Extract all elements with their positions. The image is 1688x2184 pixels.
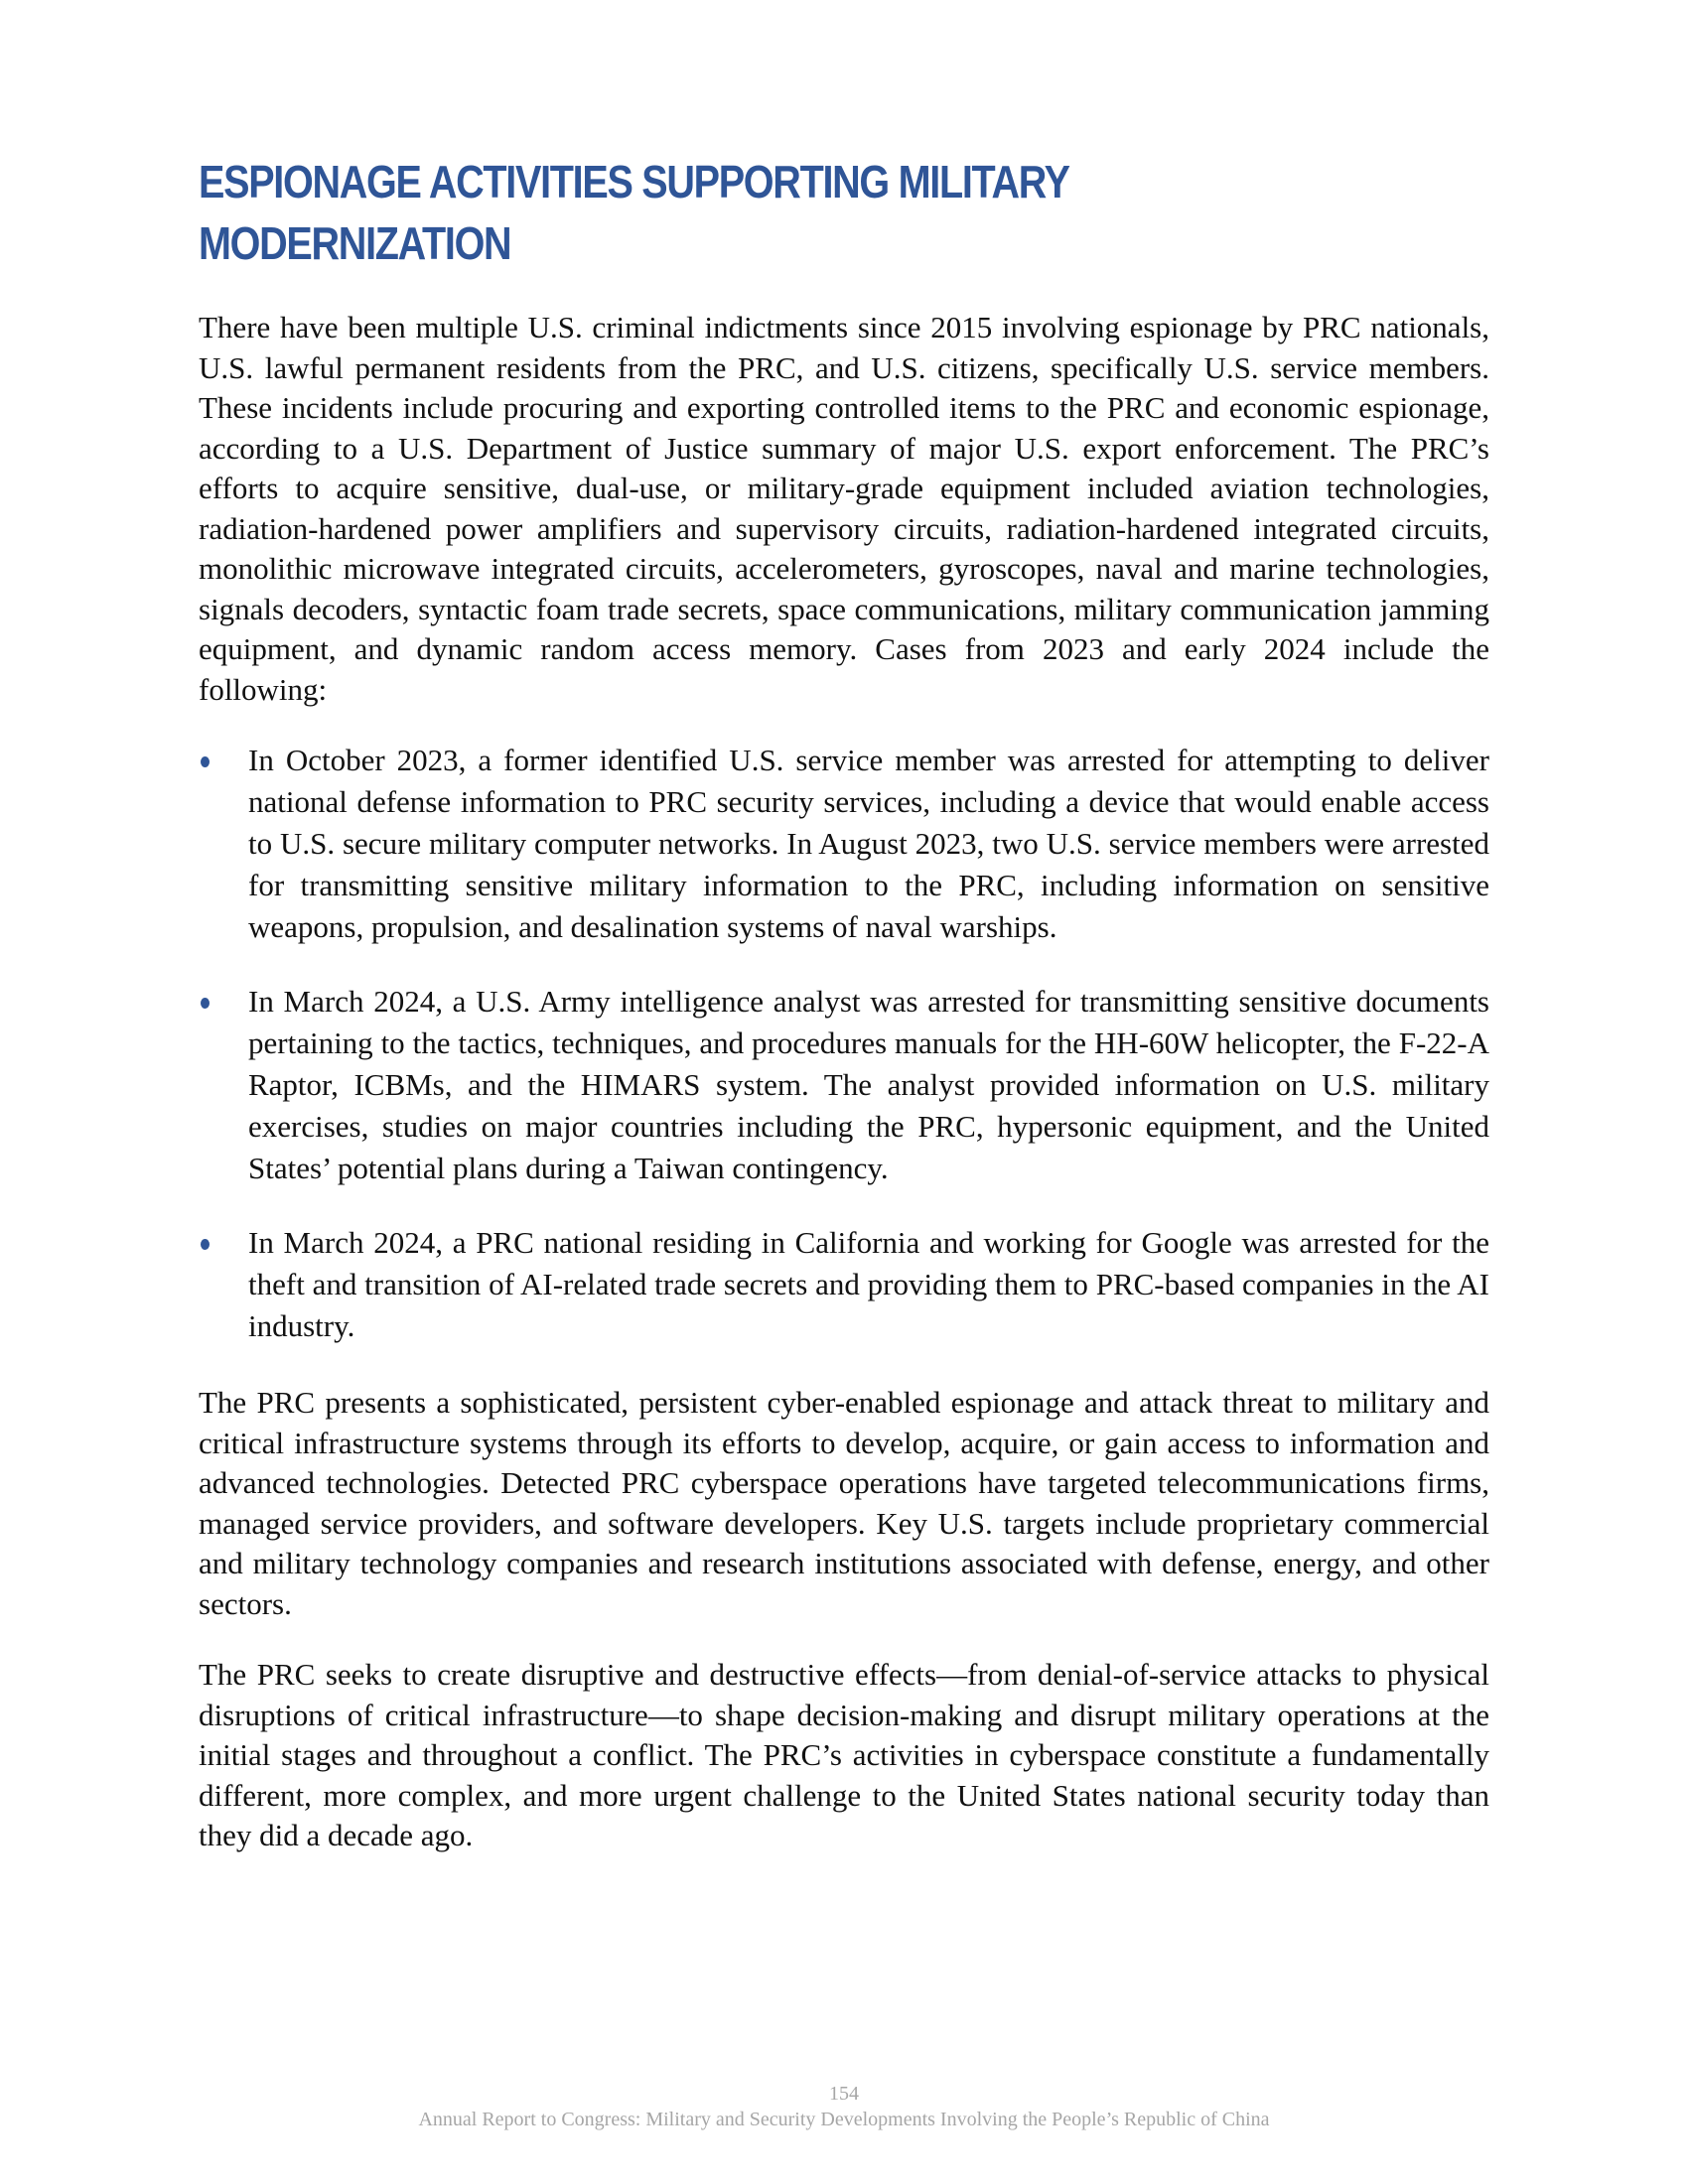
bullet-icon (201, 998, 210, 1009)
bullet-icon (201, 1239, 210, 1250)
intro-paragraph: There have been multiple U.S. criminal indictments since 2015 involving espionage by PRC nationals, U.S. lawful permanent residents from the PRC, and U.S. citizens, specifically U.S. service members. These incidents include procuring and exporting controlled items to the PRC and economic espionage, according to a U.S. Department of Justice summary of major U.S. export enforcement. The PRC’s efforts to acquire sensitive, dual-use, or military-grade equipment included aviation technologies, radiation-hardened power amplifiers and supervisory circuits, radiation-hardened integrated circuits, monolithic microwave integrated circuits, accelerometers, gyroscopes, naval and marine technologies, signals decoders, syntactic foam trade secrets, space communications, military communication jamming equipment, and dynamic random access memory. Cases from 2023 and early 2024 include the following: (199, 310, 1489, 707)
cases-bullet-list (199, 740, 1489, 1380)
page-footer (0, 2081, 1688, 2132)
bullet-item (199, 981, 1489, 1189)
bullet-text: In March 2024, a U.S. Army intelligence analyst was arrested for transmitting sensitive documents pertaining to the tactics, techniques, and procedures manuals for the HH-60W helicopter, the F-22-A Raptor, ICBMs, and the HIMARS system. The analyst provided information on U.S. military exercises, studies on major countries including the PRC, hypersonic equipment, and the United States’ potential plans during a Taiwan contingency. (248, 984, 1489, 1185)
page-number: 154 (829, 2083, 859, 2105)
disruptive-effects-paragraph: The PRC seeks to create disruptive and destructive effects—from denial-of-service attacks to physical disruptions of critical infrastructure—to shape decision-making and disrupt military operations at the initial stages and throughout a conflict. The PRC’s activities in cyberspace constitute a fundamentally different, more complex, and more urgent challenge to the United States national security today than they did a decade ago. (199, 1657, 1489, 1852)
bullet-icon (201, 756, 210, 767)
bullet-text: In March 2024, a PRC national residing in California and working for Google was arrested for the theft and transition of AI-related trade secrets and providing them to PRC-based companies in the AI industry. (248, 1225, 1489, 1343)
section-heading: ESPIONAGE ACTIVITIES SUPPORTING MILITARY MODERNIZATION (199, 156, 1068, 269)
bullet-text: In October 2023, a former identified U.S. service member was arrested for attempting to deliver national defense information to PRC security services, including a device that would enable access to U.S. secure military computer networks. In August 2023, two U.S. service members were arrested for transmitting sensitive military information to the PRC, including information on sensitive weapons, propulsion, and desalination systems of naval warships. (248, 743, 1489, 944)
bullet-item (199, 740, 1489, 948)
report-title: Annual Report to Congress: Military and Security Developments Involving the People’s Republic of China (418, 2109, 1270, 2130)
cyber-threat-paragraph: The PRC presents a sophisticated, persistent cyber-enabled espionage and attack threat to military and critical infrastructure systems through its efforts to develop, acquire, or gain access to information and advanced technologies. Detected PRC cyberspace operations have targeted telecommunications firms, managed service providers, and software developers. Key U.S. targets include proprietary commercial and military technology companies and research institutions associated with defense, energy, and other sectors. (199, 1385, 1489, 1621)
bullet-item (199, 1222, 1489, 1347)
